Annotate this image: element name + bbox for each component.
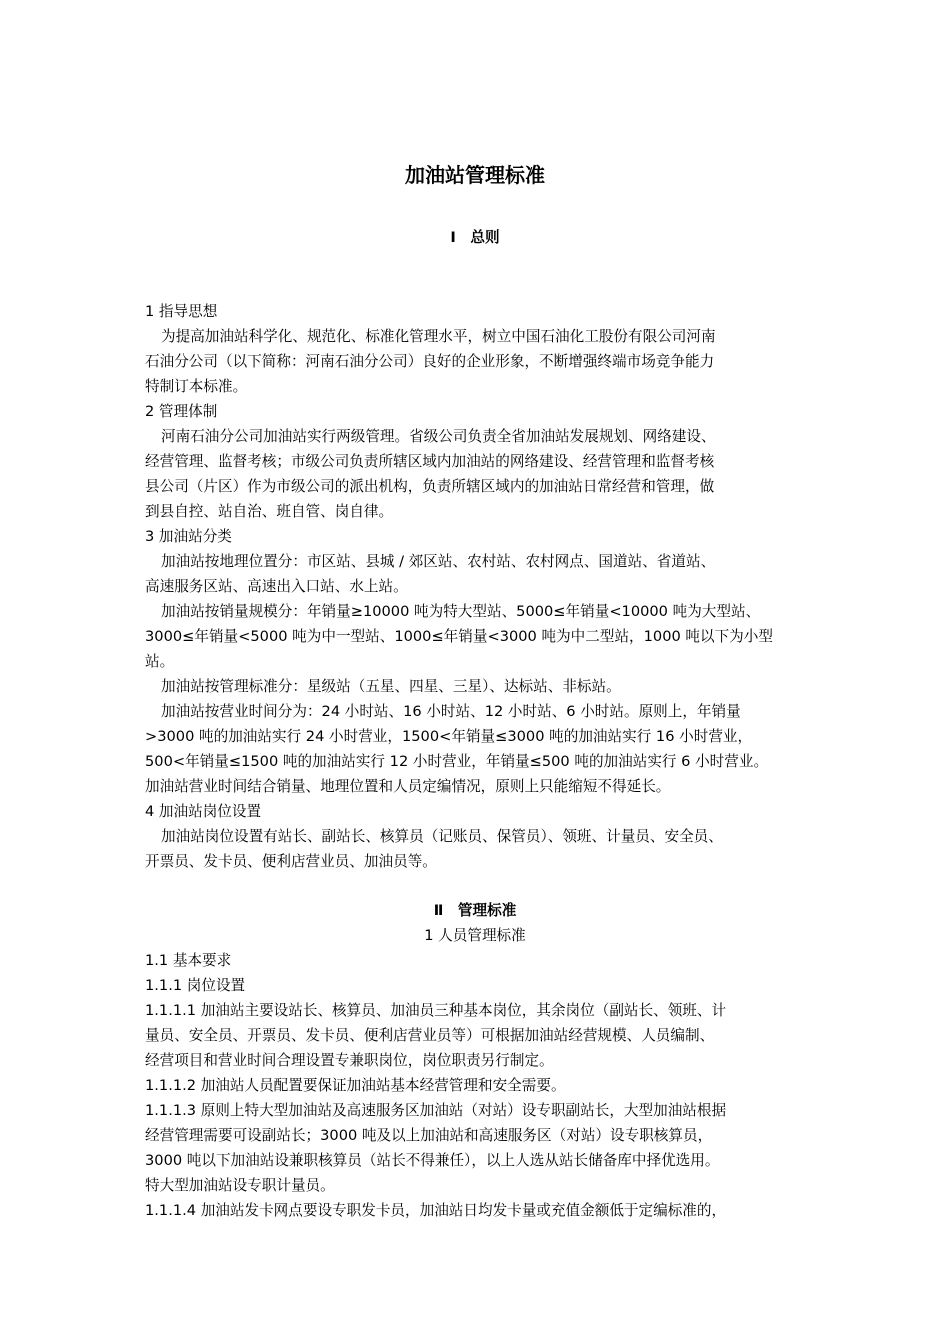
part1-heading: Ⅰ 总则	[450, 229, 500, 246]
paragraph-line: 加油站按地理位置分：市区站、县城 / 郊区站、农村站、农村网点、国道站、省道站、	[161, 553, 716, 570]
paragraph-line: 3000≤年销量<5000 吨为中一型站、1000≤年销量<3000 吨为中二型站，1000 吨以下为小型	[145, 628, 773, 645]
paragraph-line: 开票员、发卡员、便利店营业员、加油员等。	[145, 853, 437, 870]
clause-heading: 1.1.1 岗位设置	[145, 977, 246, 994]
clause-line: 经营项目和营业时间合理设置专兼职岗位，岗位职责另行制定。	[145, 1052, 554, 1069]
paragraph-line: 到县自控、站自治、班自管、岗自律。	[145, 503, 394, 520]
clause-line: 1.1.1.3 原则上特大型加油站及高速服务区加油站（对站）设专职副站长，大型加油站根据	[145, 1102, 727, 1119]
paragraph-line: >3000 吨的加油站实行 24 小时营业，1500<年销量≤3000 吨的加油站实行 16 小时营业，	[145, 728, 753, 745]
clause-line: 3000 吨以下加油站设兼职核算员（站长不得兼任），以上人选从站长储备库中择优选用。	[145, 1152, 720, 1169]
paragraph-line: 石油分公司（以下简称：河南石油分公司）良好的企业形象，不断增强终端市场竞争能力	[145, 353, 715, 370]
clause-line: 1.1.1.4 加油站发卡网点要设专职发卡员，加油站日均发卡量或充值金额低于定编标准的，	[145, 1202, 727, 1219]
part2-heading: Ⅱ 管理标准	[433, 902, 517, 919]
section-heading-guiding-idea: 1 指导思想	[145, 303, 218, 320]
paragraph-line: 加油站按营业时间分为：24 小时站、16 小时站、12 小时站、6 小时站。原则上，年销量	[161, 703, 741, 720]
clause-line: 特大型加油站设专职计量员。	[145, 1177, 335, 1194]
section-heading-station-classification: 3 加油站分类	[145, 528, 232, 545]
paragraph-line: 站。	[145, 653, 175, 670]
paragraph-line: 特制订本标准。	[145, 378, 248, 395]
paragraph-line: 加油站营业时间结合销量、地理位置和人员定编情况，原则上只能缩短不得延长。	[145, 778, 671, 795]
paragraph-line: 为提高加油站科学化、规范化、标准化管理水平，树立中国石油化工股份有限公司河南	[161, 328, 716, 345]
paragraph-line: 高速服务区站、高速出入口站、水上站。	[145, 578, 408, 595]
clause-line: 经营管理需要可设副站长；3000 吨及以上加油站和高速服务区（对站）设专职核算员，	[145, 1127, 713, 1144]
clause-line: 1.1.1.2 加油站人员配置要保证加油站基本经营管理和安全需要。	[145, 1077, 566, 1094]
section-heading-management-system: 2 管理体制	[145, 403, 218, 420]
paragraph-line: 500<年销量≤1500 吨的加油站实行 12 小时营业，年销量≤500 吨的加油站实行 6 小时营业。	[145, 753, 769, 770]
paragraph-line: 经营管理、监督考核；市级公司负责所辖区域内加油站的网络建设、经营管理和监督考核	[145, 453, 715, 470]
document-title: 加油站管理标准	[405, 163, 545, 187]
paragraph-line: 县公司（片区）作为市级公司的派出机构，负责所辖区域内的加油站日常经营和管理，做	[145, 478, 715, 495]
section-heading-post-setup: 4 加油站岗位设置	[145, 803, 262, 820]
paragraph-line: 加油站按销量规模分：年销量≥10000 吨为特大型站、5000≤年销量<10000 吨为大型站、	[161, 603, 761, 620]
paragraph-line: 加油站按管理标准分：星级站（五星、四星、三星）、达标站、非标站。	[161, 678, 621, 695]
clause-heading: 1.1 基本要求	[145, 952, 232, 969]
part2-subheading: 1 人员管理标准	[424, 927, 526, 944]
paragraph-line: 河南石油分公司加油站实行两级管理。省级公司负责全省加油站发展规划、网络建设、	[161, 428, 716, 445]
clause-line: 1.1.1.1 加油站主要设站长、核算员、加油员三种基本岗位，其余岗位（副站长、领班、计	[145, 1002, 727, 1019]
clause-line: 量员、安全员、开票员、发卡员、便利店营业员等）可根据加油站经营规模、人员编制、	[145, 1027, 715, 1044]
paragraph-line: 加油站岗位设置有站长、副站长、核算员（记账员、保管员）、领班、计量员、安全员、	[161, 828, 723, 845]
